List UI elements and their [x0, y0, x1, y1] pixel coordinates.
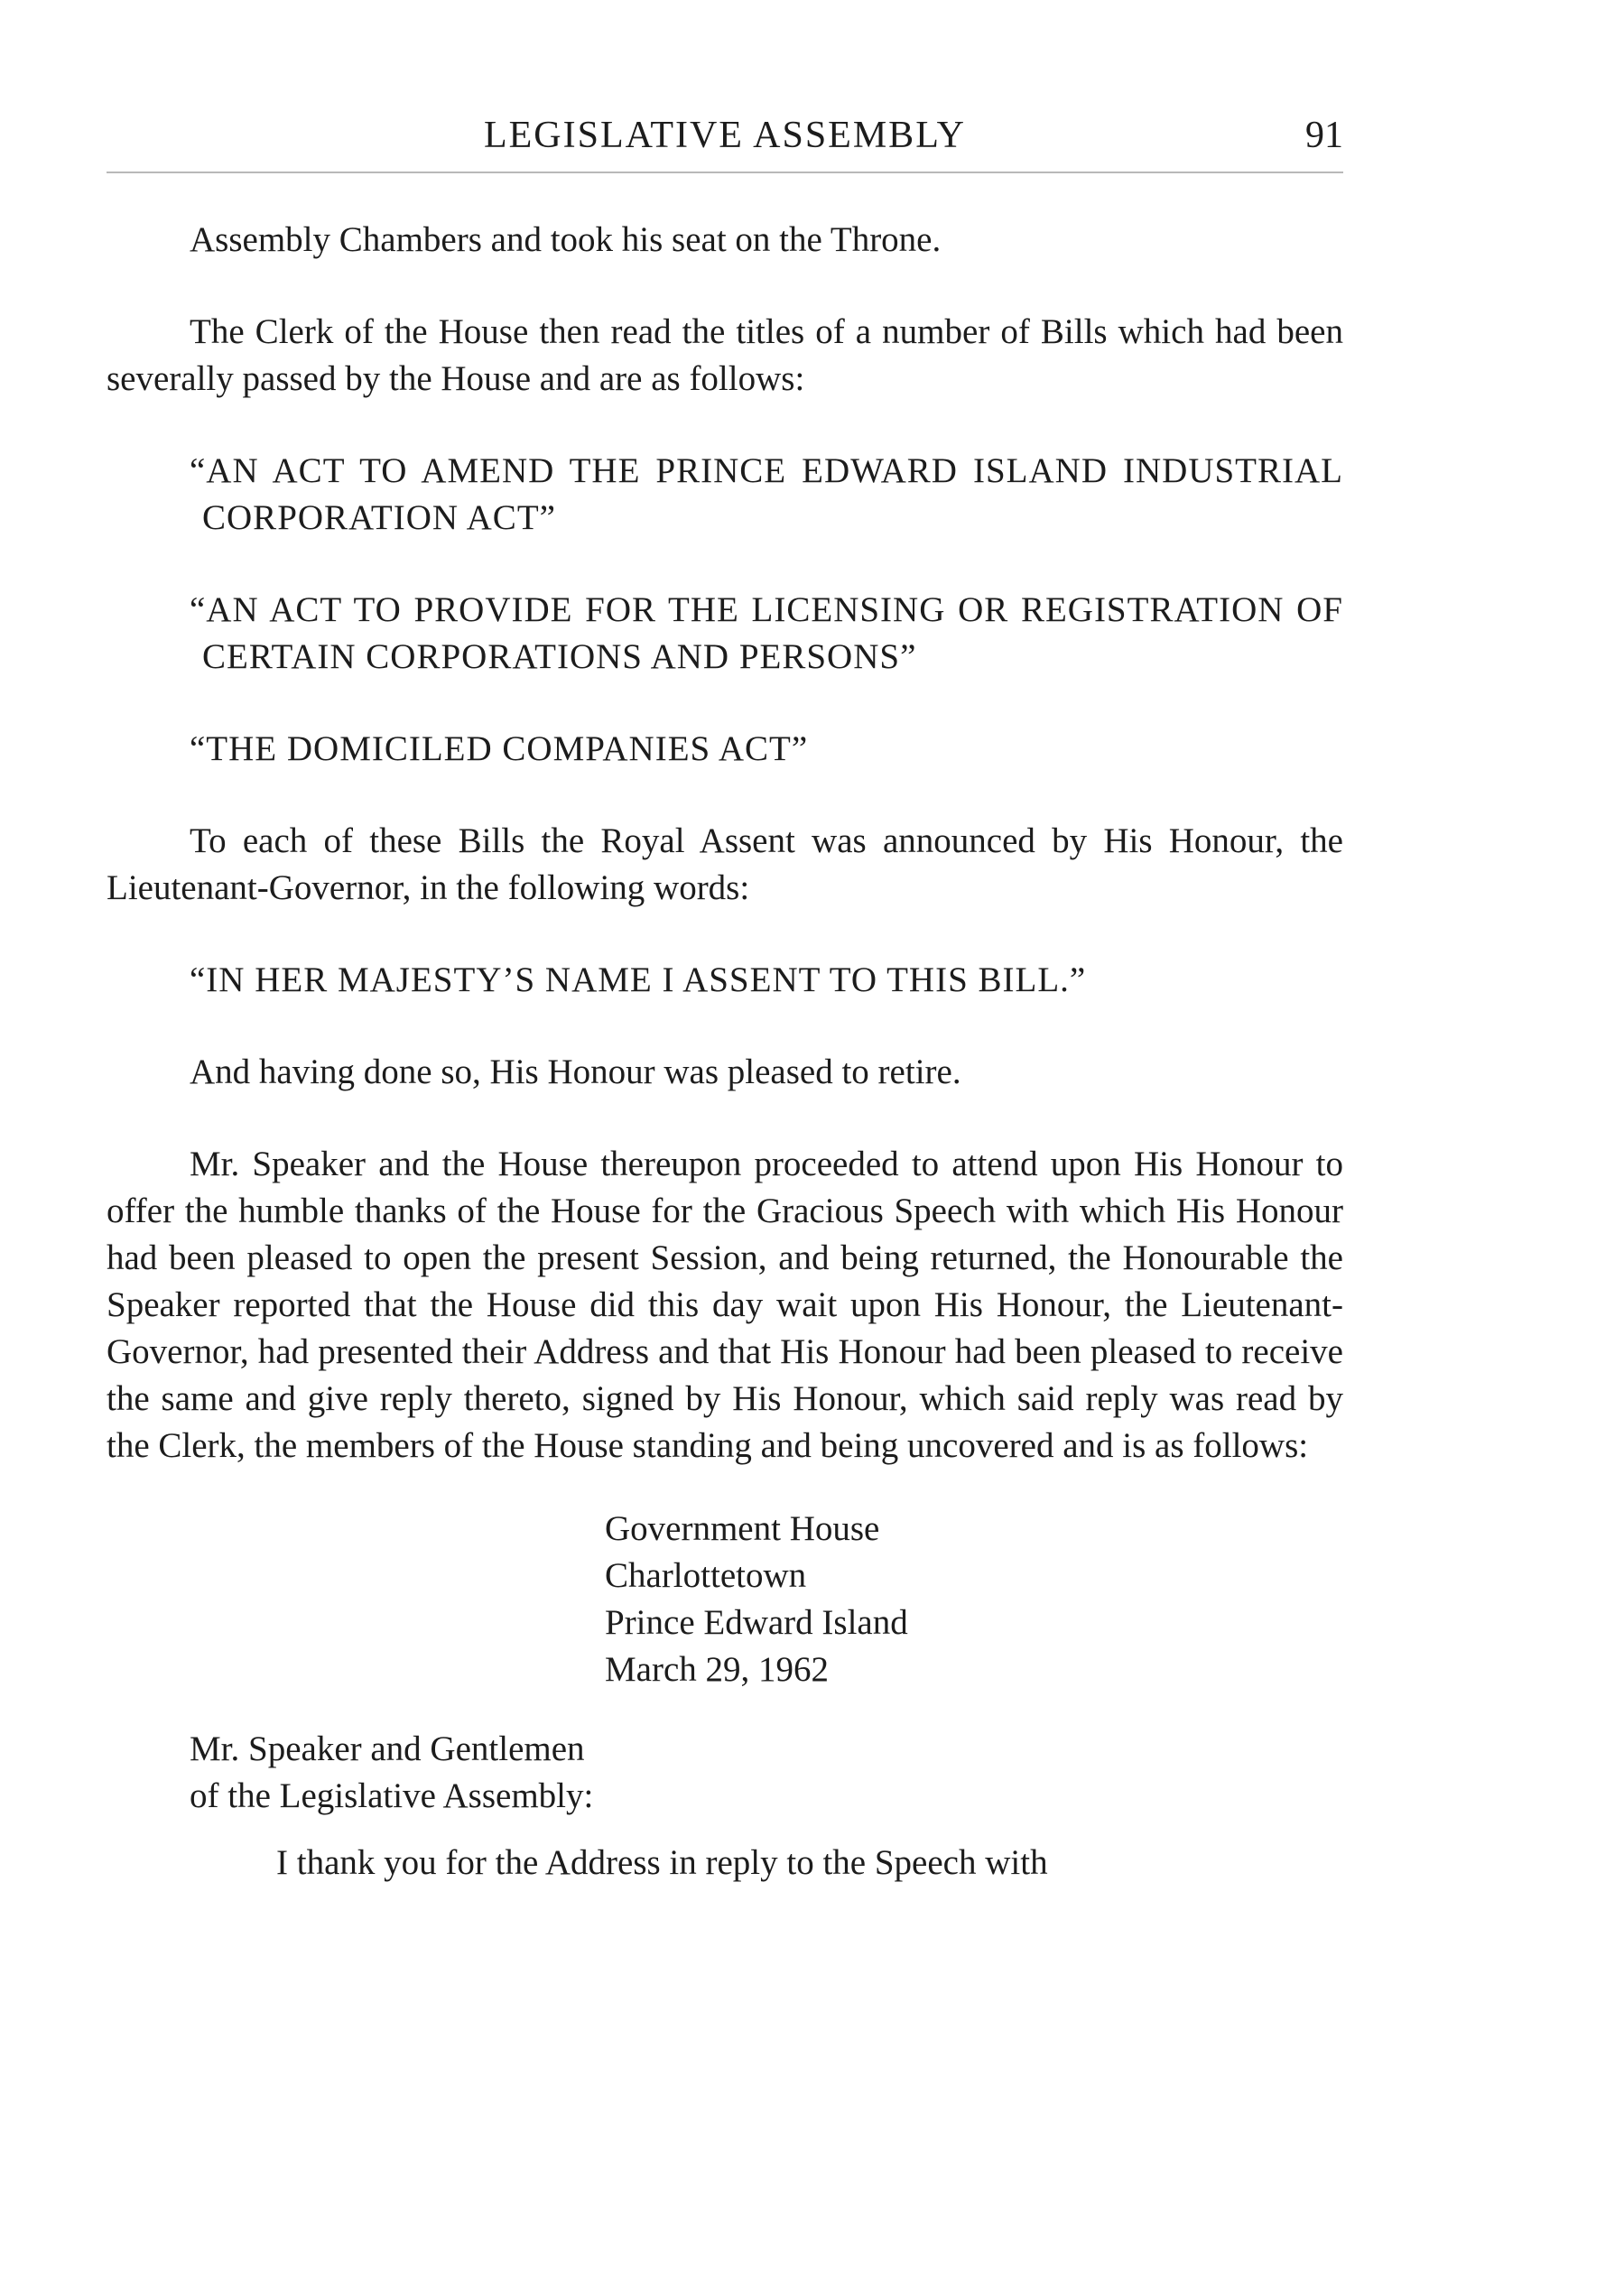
paragraph-royal-assent: To each of these Bills the Royal Assent was announced by His Honour, the Lieutenant-Governor, in the following words:	[107, 821, 1343, 907]
header-rule	[107, 172, 1343, 173]
page-number: 91	[1305, 115, 1343, 156]
bill-title-domiciled-companies: “THE DOMICILED COMPANIES ACT”	[190, 729, 809, 768]
page-header	[107, 107, 1343, 161]
paragraph-speaker-report: Mr. Speaker and the House thereupon proceeded to attend upon His Honour to offer the humble thanks of the House for the Gracious Speech with which His Honour had been pleased to open the present Session, and being returned, the Honourable the Speaker reported that the House did this day wait upon His Honour, the Lieutenant-Governor, had presented their Address and that His Honour had been pleased to receive the same and give reply thereto, signed by His Honour, which said reply was read by the Clerk, the members of the House standing and being uncovered and is as follows:	[107, 1145, 1343, 1465]
paragraph-reply-start: I thank you for the Address in reply to the Speech with	[276, 1843, 1048, 1882]
address-line: Government House	[605, 1509, 880, 1548]
bill-title-industrial-corporation: “AN ACT TO AMEND THE PRINCE EDWARD ISLAND INDUSTRIAL CORPORATION ACT”	[190, 451, 1343, 537]
paragraph-clerk: The Clerk of the House then read the titles of a number of Bills which had been severally passed by the House and are as follows:	[107, 312, 1343, 398]
body-text	[107, 217, 1343, 1887]
paragraph-throne: Assembly Chambers and took his seat on the Throne.	[190, 220, 942, 259]
address-date: March 29, 1962	[605, 1650, 830, 1689]
running-head: LEGISLATIVE ASSEMBLY	[484, 115, 966, 156]
reply-address-block	[605, 1506, 1343, 1693]
salutation-line: of the Legislative Assembly:	[190, 1776, 594, 1815]
paragraph-retire: And having done so, His Honour was pleased to retire.	[190, 1052, 961, 1091]
salutation-block	[190, 1726, 1343, 1820]
salutation-line: Mr. Speaker and Gentlemen	[190, 1729, 585, 1768]
assent-formula: “IN HER MAJESTY’S NAME I ASSENT TO THIS BILL.”	[190, 960, 1087, 999]
address-line: Charlottetown	[605, 1556, 807, 1595]
bill-title-licensing-registration: “AN ACT TO PROVIDE FOR THE LICENSING OR REGISTRATION OF CERTAIN CORPORATIONS AND PERSONS”	[190, 590, 1343, 676]
address-line: Prince Edward Island	[605, 1603, 908, 1642]
